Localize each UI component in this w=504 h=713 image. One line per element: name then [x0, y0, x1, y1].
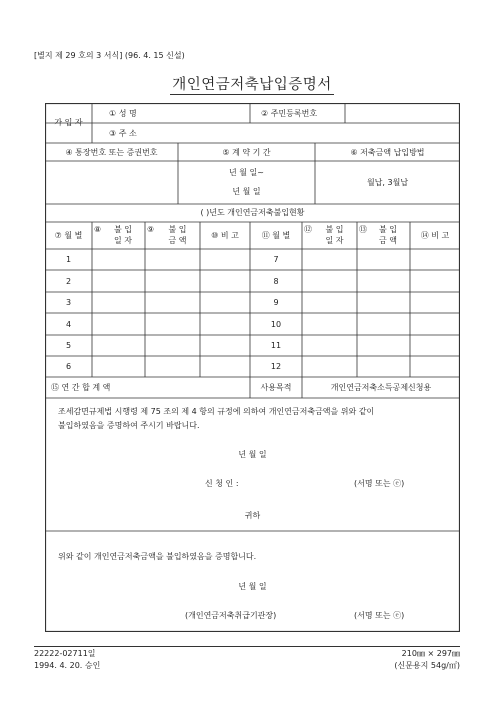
payment-method-label: ⑥ 저축금액 납입방법: [350, 148, 425, 157]
col-paydate-right-line1: 불 입: [325, 225, 344, 234]
month-cell: 10: [270, 320, 282, 329]
col-month-right: ⑪ 월 별: [261, 231, 291, 240]
month-cell: 8: [273, 277, 279, 286]
request-text-line1: 조세감면규제법 시행령 제 75 조의 제 4 항의 규정에 의하여 개인연금저축금액을 위와 같이: [58, 407, 375, 416]
footer-rule: [34, 646, 460, 647]
col-paydate-left-line2: 일 자: [114, 236, 132, 245]
applicant-group-label: 가 입 자: [54, 118, 83, 127]
institution-signature-note: (서명 또는 ⓔ): [354, 611, 405, 620]
col-amount-left-num: ⑨: [147, 225, 155, 234]
form-title-wrap: [0, 73, 504, 94]
col-amount-right-line1: 불 입: [379, 225, 397, 234]
col-paydate-left-num: ⑧: [94, 225, 102, 234]
certificate-form: [45, 103, 460, 632]
col-amount-left-line2: 금 액: [168, 236, 187, 245]
col-note-right: ⑭ 비 고: [420, 231, 450, 240]
col-paydate-right-num: ⑫: [304, 225, 312, 234]
form-code: 22222-02711일: [34, 649, 96, 658]
month-cell: 6: [65, 362, 72, 371]
account-number-label: ④ 통장번호 또는 증권번호: [65, 148, 158, 157]
address-label: ③ 주 소: [109, 129, 137, 138]
month-cell: 1: [65, 255, 72, 264]
month-cell: 7: [273, 255, 279, 264]
rrn-label: ② 주민등록번호: [261, 109, 318, 118]
paper-spec: (신문용지 54g/㎡): [394, 661, 460, 670]
annual-total-label: ⑮ 연 간 합 계 액: [51, 383, 111, 392]
col-paydate-right-line2: 일 자: [325, 236, 344, 245]
col-amount-right-line2: 금 액: [379, 236, 397, 245]
col-month-left: ⑦ 월 별: [54, 231, 83, 240]
payment-method-value: 월납, 3월납: [366, 178, 409, 187]
col-amount-right-num: ⑬: [359, 225, 367, 234]
month-cell: 12: [270, 362, 282, 371]
month-cell: 4: [65, 320, 72, 329]
applicant-sign-label: 신 청 인 :: [205, 479, 239, 488]
request-date-line: 년 월 일: [238, 450, 267, 459]
month-cell: 3: [65, 298, 72, 307]
form-reference-note: [별지 제 29 호의 3 서식] (96. 4. 15 신설): [34, 51, 185, 60]
certification-date-line: 년 월 일: [238, 582, 267, 591]
month-cell: 2: [65, 277, 72, 286]
contract-term-label: ⑤ 계 약 기 간: [222, 148, 271, 157]
title-underline: [170, 94, 334, 95]
usage-purpose-label: 사용목적: [260, 383, 292, 392]
form-title: 개인연금저축납입증명서: [172, 77, 332, 93]
month-cell: 9: [273, 298, 279, 307]
payment-status-label: ( )년도 개인연금저축불입현황: [200, 208, 305, 217]
recipient-label: 귀하: [244, 511, 261, 520]
col-note-left: ⑩ 비 고: [211, 231, 239, 240]
applicant-signature-note: (서명 또는 ⓔ): [354, 479, 405, 488]
month-cell: 11: [270, 341, 282, 350]
contract-term-from: 년 월 일~: [229, 168, 264, 177]
col-paydate-left-line1: 불 입: [114, 225, 132, 234]
name-label: ① 성 명: [109, 109, 137, 118]
paper-size: 210㎜ × 297㎜: [401, 649, 460, 658]
request-text-line2: 불입하였음을 증명하여 주시기 바랍니다.: [58, 421, 200, 430]
approval-date: 1994. 4. 20. 승인: [34, 661, 101, 670]
col-amount-left-line1: 불 입: [168, 225, 187, 234]
contract-term-to: 년 월 일: [232, 187, 261, 196]
institution-label: (개인연금저축취급기관장): [185, 611, 277, 620]
certification-text: 위와 같이 개인연금저축금액을 불입하였음을 증명합니다.: [58, 552, 257, 561]
month-cell: 5: [65, 341, 72, 350]
usage-purpose-value: 개인연금저축소득공제신청용: [330, 383, 432, 392]
